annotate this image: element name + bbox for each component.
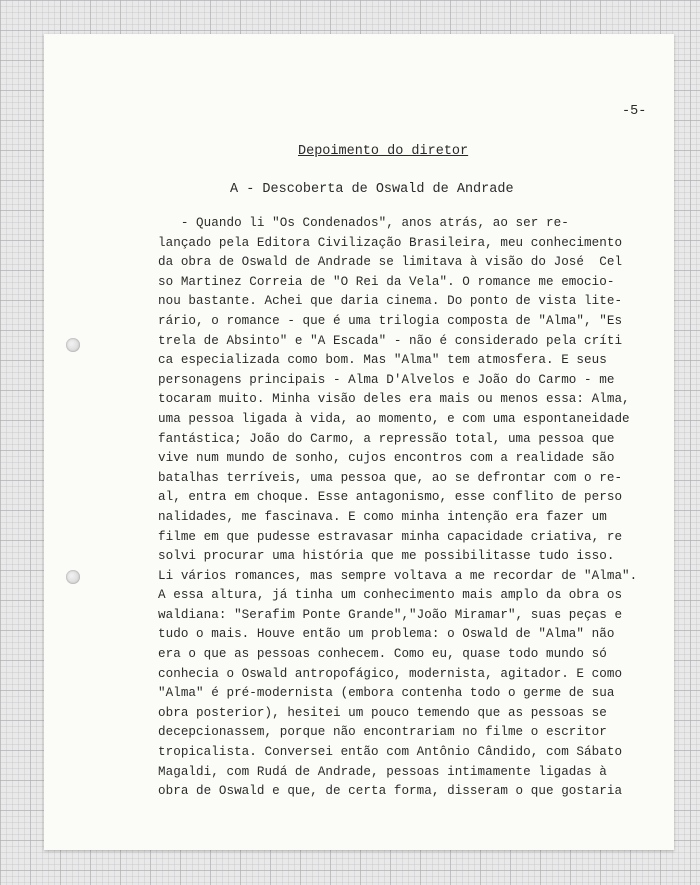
text-line: decepcionassem, porque não encontrariam no filme o escritor — [158, 725, 607, 740]
text-line: era o que as pessoas conhecem. Como eu, quase todo mundo só — [158, 647, 607, 662]
text-line: obra posterior), hesitei um pouco temendo que as pessoas se — [158, 705, 607, 720]
page-title: Depoimento do diretor — [298, 144, 469, 159]
text-line: tropicalista. Conversei então com Antônio Cândido, com Sábato — [158, 745, 623, 760]
text-line: tudo o mais. Houve então um problema: o Oswald de "Alma" não — [158, 627, 615, 642]
text-line: vive num mundo de sonho, cujos encontros com a realidade são — [158, 451, 615, 466]
text-line: filme em que pudesse estravasar minha capacidade criativa, re — [158, 529, 623, 544]
body-text — [158, 214, 658, 802]
section-heading: A - Descoberta de Oswald de Andrade — [230, 182, 514, 197]
text-line: solvi procurar uma história que me possibilitasse tudo isso. — [158, 549, 615, 564]
text-line: obra de Oswald e que, de certa forma, disseram o que gostaria — [158, 784, 623, 799]
text-line: so Martinez Correia de "O Rei da Vela". O romance me emocio- — [158, 274, 615, 289]
text-line: waldiana: "Serafim Ponte Grande","João Miramar", suas peças e — [158, 607, 623, 622]
text-line: uma pessoa ligada à vida, ao momento, e com uma espontaneidade — [158, 411, 630, 426]
text-line: al, entra em choque. Esse antagonismo, esse conflito de perso — [158, 490, 623, 505]
page-number: -5- — [622, 104, 647, 119]
text-line: Magaldi, com Rudá de Andrade, pessoas intimamente ligadas à — [158, 764, 607, 779]
text-line: fantástica; João do Carmo, a repressão total, uma pessoa que — [158, 431, 615, 446]
text-line: batalhas terríveis, uma pessoa que, ao se defrontar com o re- — [158, 470, 623, 485]
punch-hole-bottom — [66, 570, 80, 584]
text-line: Li vários romances, mas sempre voltava a me recordar de "Alma". — [158, 568, 638, 583]
text-line: trela de Absinto" e "A Escada" - não é considerado pela críti — [158, 333, 623, 348]
text-line: ca especializada como bom. Mas "Alma" tem atmosfera. E seus — [158, 353, 607, 368]
text-line: lançado pela Editora Civilização Brasileira, meu conhecimento — [158, 235, 623, 250]
text-line: nalidades, me fascinava. E como minha intenção era fazer um — [158, 509, 607, 524]
text-line: tocaram muito. Minha visão deles era mais ou menos essa: Alma, — [158, 392, 630, 407]
text-line: - Quando li "Os Condenados", anos atrás, ao ser re- — [158, 216, 569, 230]
text-line: nou bastante. Achei que daria cinema. Do ponto de vista lite- — [158, 294, 623, 309]
text-line: conhecia o Oswald antropofágico, modernista, agitador. E como — [158, 666, 623, 681]
typewritten-page — [44, 34, 674, 850]
text-line: personagens principais - Alma D'Alvelos e João do Carmo - me — [158, 372, 615, 387]
text-line: rário, o romance - que é uma trilogia composta de "Alma", "Es — [158, 313, 623, 328]
text-line: "Alma" é pré-modernista (embora contenha todo o germe de sua — [158, 686, 615, 701]
text-line: A essa altura, já tinha um conhecimento mais amplo da obra os — [158, 588, 623, 603]
text-line: da obra de Oswald de Andrade se limitava à visão do José Cel — [158, 255, 623, 270]
punch-hole-top — [66, 338, 80, 352]
